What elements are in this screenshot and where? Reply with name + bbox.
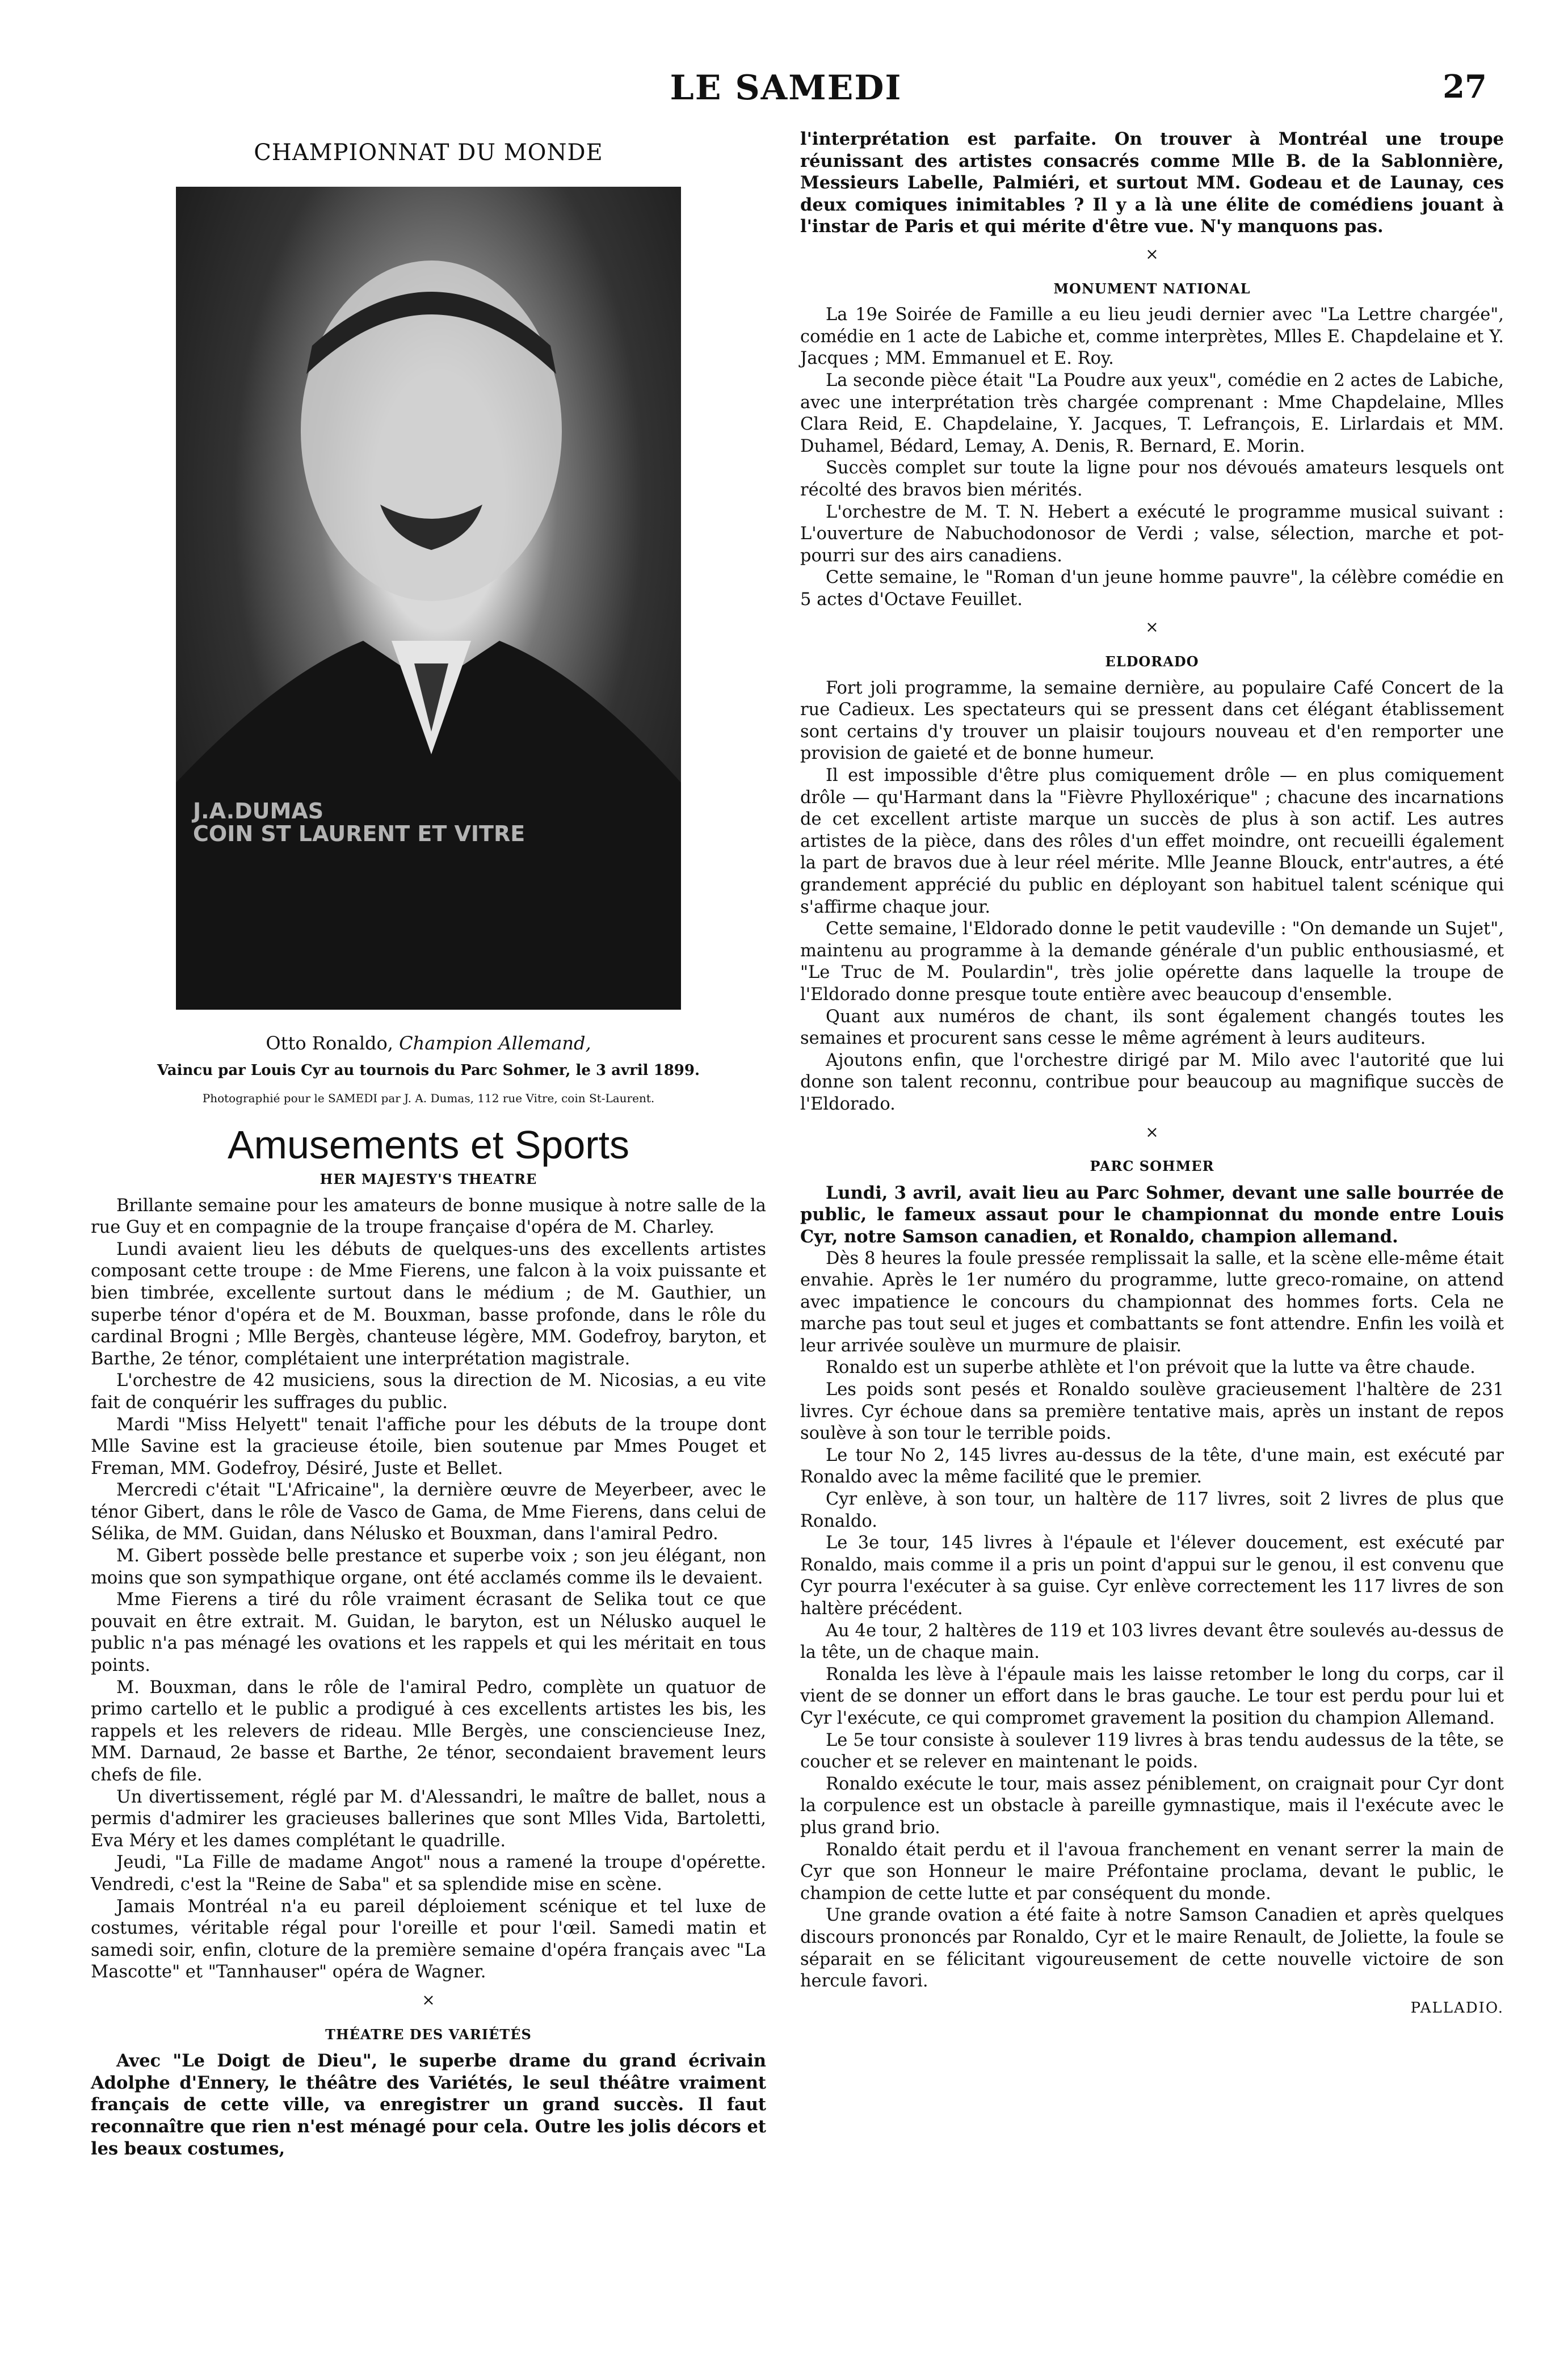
paragraph: Ajoutons enfin, que l'orchestre dirigé par M. Milo avec l'autorité que lui donne son talent reconnu, contribue pour beaucoup au magnifique succès de l'Eldorado. <box>800 1050 1504 1114</box>
section-separator: × <box>1145 244 1159 263</box>
paragraph: Ronaldo était perdu et il l'avoua franchement en venant serrer la main de Cyr que son Honneur le maire Préfontaine proclama, devant le public, le champion de cette lutte et par conséquent du monde. <box>800 1839 1504 1904</box>
page-header <box>85 68 1487 119</box>
paragraph: Mme Fierens a tiré du rôle vraiment écrasant de Selika tout ce que pouvait en être extrait. M. Guidan, le baryton, est un Nélusko auquel le public n'a pas ménagé les ovations et les rappels et qui les méritait en tous points. <box>91 1590 766 1676</box>
monument-heading: MONUMENT NATIONAL <box>1053 280 1251 297</box>
varietes-article <box>91 2050 766 2160</box>
section-separator: × <box>1145 1122 1159 1141</box>
photo-caption-name: Otto Ronaldo, Champion Allemand, <box>266 1032 591 1054</box>
right-column <box>800 128 1504 2019</box>
photo-caption-subtitle: Vaincu par Louis Cyr au tournois du Parc Sohmer, le 3 avril 1899. <box>157 1062 700 1080</box>
photo-credit: Photographié pour le SAMEDI par J. A. Dumas, 112 rue Vitre, coin St-Laurent. <box>202 1091 655 1105</box>
page-number: 27 <box>1443 68 1487 106</box>
paragraph: Ronaldo est un superbe athlète et l'on prévoit que la lutte va être chaude. <box>826 1358 1475 1378</box>
portrait-photo <box>176 187 681 1010</box>
publication-title: LE SAMEDI <box>670 68 902 108</box>
her-majesty-article <box>91 1195 766 1984</box>
paragraph: Ronalda les lève à l'épaule mais les laisse retomber le long du corps, car il vient de se donner un effort dans le bras gauche. Le tour est perdu pour lui et Cyr l'exécute, ce qui compromet gravement la position du champion Allemand. <box>800 1664 1504 1728</box>
paragraph: L'orchestre de 42 musiciens, sous la direction de M. Nicosias, a eu vite fait de conquérir les suffrages du public. <box>91 1371 766 1413</box>
section-separator: × <box>422 1990 435 2009</box>
portrait-figure <box>176 187 681 1010</box>
her-majesty-heading: HER MAJESTY'S THEATRE <box>320 1170 537 1187</box>
paragraph: Un divertissement, réglé par M. d'Alessandri, le maître de ballet, nous a permis d'admirer les gracieuses ballerines que sont Mlles Vida, Bartoletti, Eva Méry et les dames complétant le quadrille. <box>91 1787 766 1851</box>
paragraph: Mercredi c'était "L'Africaine", la dernière œuvre de Meyerbeer, avec le ténor Gibert, dans le rôle de Vasco de Gama, de Mme Fierens, dans celui de Sélika, de MM. Guidan, dans Nélusko et Bouxman, dans l'amiral Pedro. <box>91 1480 766 1544</box>
section-title: Amusements et Sports <box>227 1123 630 1167</box>
paragraph: Le 5e tour consiste à soulever 119 livres à bras tendu audessus de la tête, se coucher et se relever en maintenant le poids. <box>800 1730 1504 1772</box>
paragraph: Avec "Le Doigt de Dieu", le superbe drame du grand écrivain Adolphe d'Ennery, le théâtre des Variétés, le seul théâtre vraiment français de cette ville, va enregistrer un grand succès. Il faut reconnaître que rien n'est ménagé pour cela. Outre les jolis décors et les beaux costumes, <box>91 2051 766 2159</box>
paragraph: Le 3e tour, 145 livres à l'épaule et l'élever doucement, est exécuté par Ronaldo, mais comme il a pris un point d'appui sur le genou, il est convenu que Cyr pourra l'exécuter à sa guise. Cyr enlève correctement les 117 livres de son haltère précédent. <box>800 1533 1504 1619</box>
paragraph: M. Bouxman, dans le rôle de l'amiral Pedro, complète un quatuor de primo cartello et le public a prodigué à ces excellents artistes les bis, les rappels et les relevers de rideau. Mlle Bergès, une consciencieuse Inez, MM. Darnaud, 2e basse et Barthe, 2e ténor, secondaient bravement leurs chefs de file. <box>91 1677 766 1785</box>
sohmer-heading: PARC SOHMER <box>1090 1158 1214 1175</box>
photo-kicker: CHAMPIONNAT DU MONDE <box>254 140 603 166</box>
section-separator: × <box>1145 618 1159 637</box>
paragraph: Dès 8 heures la foule pressée remplissait la salle, et la scène elle-même était envahie. Après le 1er numéro du programme, lutte greco-romaine, on attend avec impatience le concours du championnat des hommes forts. Cela ne marche pas tout seul et juges et combattants se font attendre. Enfin les voilà et leur arrivée soulève un murmure de plaisir. <box>800 1248 1504 1356</box>
paragraph: L'orchestre de M. T. N. Hebert a exécuté le programme musical suivant : L'ouverture de Nabuchodonosor de Verdi ; valse, sélection, marche et pot-pourri sur des airs canadiens. <box>800 502 1504 566</box>
paragraph: La seconde pièce était "La Poudre aux yeux", comédie en 2 actes de Labiche, avec une interprétation très chargée comprenant : Mme Chapdelaine, Mlles Clara Reid, E. Chapdelaine, Y. Jacques, T. Lefrançois, E. Lirlardais et MM. Duhamel, Bédard, Lemay, A. Denis, R. Bernard, E. Morin. <box>800 370 1504 456</box>
paragraph: Le tour No 2, 145 livres au-dessus de la tête, d'une main, est exécuté par Ronaldo avec la même facilité que le premier. <box>800 1445 1504 1488</box>
paragraph: Cette semaine, le "Roman d'un jeune homme pauvre", la célèbre comédie en 5 actes d'Octave Feuillet. <box>800 568 1504 610</box>
paragraph: Les poids sont pesés et Ronaldo soulève gracieusement l'haltère de 231 livres. Cyr échoue dans sa première tentative mais, après un instant de repos soulève à son tour le terrible poids. <box>800 1380 1504 1444</box>
paragraph: Au 4e tour, 2 haltères de 119 et 103 livres devant être soulevés au-dessus de la tête, un de chaque main. <box>800 1620 1504 1663</box>
paragraph: Cyr enlève, à son tour, un haltère de 117 livres, soit 2 livres de plus que Ronaldo. <box>800 1489 1504 1531</box>
paragraph: l'interprétation est parfaite. On trouver à Montréal une troupe réunissant des artistes consacrés comme Mlle B. de la Sablonnière, Messieurs Labelle, Palmiéri, et surtout MM. Godeau et de Launay, ces deux comiques inimitables ? Il y a là une élite de comédiens jouant à l'instar de Paris et qui mérite d'être vue. N'y manquons pas. <box>800 129 1504 237</box>
photo-watermark: J.A.DUMAS COIN ST LAURENT ET VITRE <box>193 798 526 846</box>
paragraph: Mardi "Miss Helyett" tenait l'affiche pour les débuts de la troupe dont Mlle Savine est la gracieuse étoile, bien soutenue par Mmes Pouget et Freman, MM. Godefroy, Désiré, Juste et Bellet. <box>91 1414 766 1478</box>
paragraph: Brillante semaine pour les amateurs de bonne musique à notre salle de la rue Guy et en compagnie de la troupe française d'opéra de M. Charley. <box>91 1195 766 1238</box>
monument-article <box>800 304 1504 611</box>
paragraph: Ronaldo exécute le tour, mais assez péniblement, on craignait pour Cyr dont la corpulence est un obstacle à pareille gymnastique, mais il l'exécute avec le plus grand brio. <box>800 1774 1504 1838</box>
paragraph: Cette semaine, l'Eldorado donne le petit vaudeville : "On demande un Sujet", maintenu au programme à la demande générale d'un public enthousiasmé, et "Le Truc de M. Poulardin", très jolie opérette dans laquelle la troupe de l'Eldorado donne presque toute entière avec beaucoup d'ensemble. <box>800 919 1504 1005</box>
paragraph: Jamais Montréal n'a eu pareil déploiement scénique et tel luxe de costumes, véritable régal pour l'oreille et pour l'œil. Samedi matin et samedi soir, enfin, cloture de la première semaine d'opéra français avec "La Mascotte" et "Tannhauser" opéra de Wagner. <box>91 1896 766 1982</box>
author-signature: PALLADIO. <box>1410 1999 1504 2017</box>
paragraph: Quant aux numéros de chant, ils sont également changés toutes les semaines et procurent sans cesse le même agrément à leurs auditeurs. <box>800 1006 1504 1049</box>
varietes-continued <box>800 128 1504 238</box>
paragraph: M. Gibert possède belle prestance et superbe voix ; son jeu élégant, non moins que son sympathique organe, ont été acclamés comme ils le devaient. <box>91 1546 766 1588</box>
paragraph: Lundi avaient lieu les débuts de quelques-uns des excellents artistes composant cette troupe : de Mme Fierens, une falcon à la voix puissante et bien timbrée, excellente surtout dans le médium ; de M. Gauthier, un superbe ténor d'opéra et de M. Bouxman, basse profonde, dans le rôle du cardinal Brogni ; Mlle Bergès, chanteuse légère, MM. Godefroy, baryton, et Barthe, 2e ténor, complétaient une interprétation magistrale. <box>91 1239 766 1369</box>
paragraph: La 19e Soirée de Famille a eu lieu jeudi dernier avec "La Lettre chargée", comédie en 1 acte de Labiche et, comme interprètes, Mlles E. Chapdelaine et Y. Jacques ; MM. Emmanuel et E. Roy. <box>800 305 1504 369</box>
paragraph: Fort joli programme, la semaine dernière, au populaire Café Concert de la rue Cadieux. Les spectateurs qui se pressent dans cet élégant établissement sont certains d'y trouver un plaisir toujours nouveau et d'en remporter une provision de gaieté et de bonne humeur. <box>800 678 1504 764</box>
sohmer-article <box>800 1182 1504 1993</box>
paragraph: Une grande ovation a été faite à notre Samson Canadien et après quelques discours prononcés par Ronaldo, Cyr et le maire Renault, de Joliette, la foule se séparait en se félicitant vigoureusement de cette nouvelle victoire de son hercule favori. <box>800 1905 1504 1992</box>
varietes-heading: THÉATRE DES VARIÉTÉS <box>325 2026 532 2043</box>
eldorado-article <box>800 678 1504 1116</box>
paragraph: Jeudi, "La Fille de madame Angot" nous a ramené la troupe d'opérette. Vendredi, c'est la "Reine de Saba" et sa splendide mise en scène. <box>91 1853 766 1895</box>
left-column <box>91 131 766 2160</box>
eldorado-heading: ELDORADO <box>1105 653 1199 670</box>
lead-paragraph: Lundi, 3 avril, avait lieu au Parc Sohmer, devant une salle bourrée de public, le fameux assaut pour le championnat du monde entre Louis Cyr, notre Samson canadien, et Ronaldo, champion allemand. <box>800 1182 1504 1247</box>
paragraph: Succès complet sur toute la ligne pour nos dévoués amateurs lesquels ont récolté des bravos bien mérités. <box>800 458 1504 500</box>
paragraph: Il est impossible d'être plus comiquement drôle — en plus comiquement drôle — qu'Harmant dans la "Fièvre Phylloxérique" ; chacune des incarnations de cet excellent artiste marque un succès de plus à son actif. Les autres artistes de la pièce, dans des rôles d'un effet moindre, ont recueilli également la part de bravos due à leur réel mérite. Mlle Jeanne Blouck, entr'autres, a été grandement apprécié du public en déployant son habituel talent scénique qui s'affirme chaque jour. <box>800 766 1504 917</box>
